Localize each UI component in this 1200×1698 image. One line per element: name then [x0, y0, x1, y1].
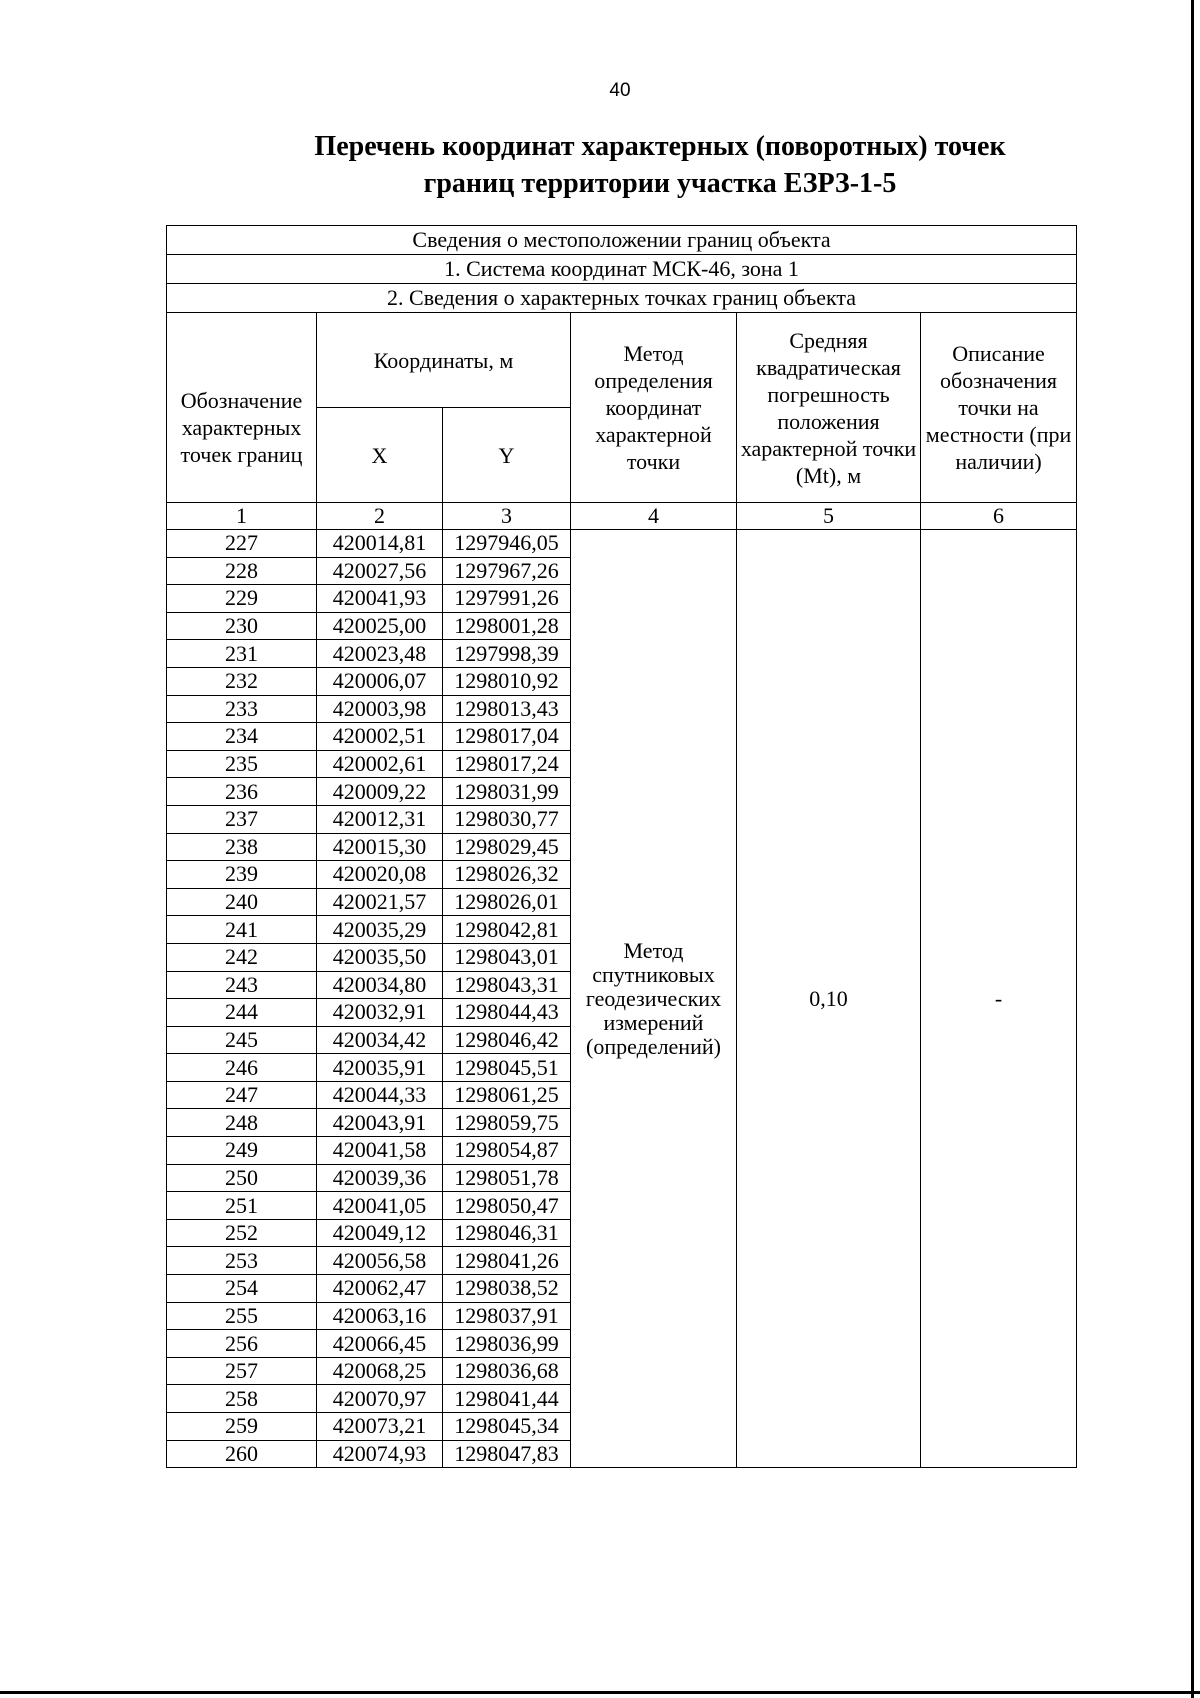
scan-edge-right — [1191, 0, 1194, 1698]
point-cell: 235 — [167, 750, 317, 778]
x-cell: 420014,81 — [317, 530, 443, 558]
y-cell: 1298041,26 — [443, 1247, 571, 1275]
point-cell: 257 — [167, 1357, 317, 1385]
x-cell: 420044,33 — [317, 1081, 443, 1109]
table-row — [167, 530, 1077, 558]
y-cell: 1298043,01 — [443, 943, 571, 971]
x-cell: 420012,31 — [317, 805, 443, 833]
x-cell: 420021,57 — [317, 888, 443, 916]
header-designation: Обозначение характерных точек границ — [167, 313, 317, 503]
point-cell: 243 — [167, 971, 317, 999]
header-coordinates: Координаты, м — [317, 313, 571, 408]
y-cell: 1298038,52 — [443, 1275, 571, 1303]
y-cell: 1298051,78 — [443, 1164, 571, 1192]
y-cell: 1297967,26 — [443, 557, 571, 585]
section-title: Сведения о местоположении границ объекта — [167, 226, 1077, 255]
y-cell: 1298026,32 — [443, 861, 571, 889]
method-cell: Метод спутниковых геодезических измерений (определений) — [571, 530, 737, 1468]
point-cell: 229 — [167, 585, 317, 613]
y-cell: 1298036,68 — [443, 1357, 571, 1385]
y-cell: 1298045,51 — [443, 1054, 571, 1082]
point-cell: 259 — [167, 1413, 317, 1441]
document-title — [230, 128, 1090, 202]
x-cell: 420034,80 — [317, 971, 443, 999]
point-cell: 252 — [167, 1219, 317, 1247]
column-number: 3 — [443, 503, 571, 530]
point-cell: 232 — [167, 667, 317, 695]
point-cell: 245 — [167, 1026, 317, 1054]
coord-system: 1. Система координат МСК-46, зона 1 — [167, 255, 1077, 284]
point-cell: 238 — [167, 833, 317, 861]
point-cell: 242 — [167, 943, 317, 971]
point-cell: 258 — [167, 1385, 317, 1413]
point-cell: 228 — [167, 557, 317, 585]
point-cell: 247 — [167, 1081, 317, 1109]
y-cell: 1298026,01 — [443, 888, 571, 916]
point-cell: 250 — [167, 1164, 317, 1192]
y-cell: 1298030,77 — [443, 805, 571, 833]
y-cell: 1297946,05 — [443, 530, 571, 558]
point-cell: 240 — [167, 888, 317, 916]
x-cell: 420020,08 — [317, 861, 443, 889]
y-cell: 1297998,39 — [443, 640, 571, 668]
y-cell: 1298047,83 — [443, 1440, 571, 1468]
point-cell: 253 — [167, 1247, 317, 1275]
y-cell: 1298050,47 — [443, 1192, 571, 1220]
column-number: 1 — [167, 503, 317, 530]
x-cell: 420002,51 — [317, 723, 443, 751]
y-cell: 1298010,92 — [443, 667, 571, 695]
y-cell: 1297991,26 — [443, 585, 571, 613]
point-cell: 251 — [167, 1192, 317, 1220]
x-cell: 420035,91 — [317, 1054, 443, 1082]
y-cell: 1298031,99 — [443, 778, 571, 806]
y-cell: 1298001,28 — [443, 612, 571, 640]
y-cell: 1298046,42 — [443, 1026, 571, 1054]
point-cell: 239 — [167, 861, 317, 889]
x-cell: 420034,42 — [317, 1026, 443, 1054]
point-cell: 234 — [167, 723, 317, 751]
points-info: 2. Сведения о характерных точках границ объекта — [167, 284, 1077, 313]
y-cell: 1298036,99 — [443, 1330, 571, 1358]
column-number: 2 — [317, 503, 443, 530]
x-cell: 420068,25 — [317, 1357, 443, 1385]
point-cell: 233 — [167, 695, 317, 723]
x-cell: 420025,00 — [317, 612, 443, 640]
x-cell: 420063,16 — [317, 1302, 443, 1330]
scan-edge-bottom — [0, 1691, 1200, 1694]
y-cell: 1298042,81 — [443, 916, 571, 944]
x-cell: 420003,98 — [317, 695, 443, 723]
point-cell: 246 — [167, 1054, 317, 1082]
point-cell: 260 — [167, 1440, 317, 1468]
column-number: 6 — [921, 503, 1077, 530]
x-cell: 420006,07 — [317, 667, 443, 695]
point-cell: 230 — [167, 612, 317, 640]
x-cell: 420035,50 — [317, 943, 443, 971]
x-cell: 420032,91 — [317, 999, 443, 1027]
coordinates-table — [166, 225, 1077, 1468]
x-cell: 420066,45 — [317, 1330, 443, 1358]
x-cell: 420062,47 — [317, 1275, 443, 1303]
y-cell: 1298045,34 — [443, 1413, 571, 1441]
point-cell: 248 — [167, 1109, 317, 1137]
x-cell: 420023,48 — [317, 640, 443, 668]
column-number: 5 — [737, 503, 921, 530]
x-cell: 420074,93 — [317, 1440, 443, 1468]
x-cell: 420043,91 — [317, 1109, 443, 1137]
column-numbers-row — [167, 503, 1077, 530]
error-cell: 0,10 — [737, 530, 921, 1468]
y-cell: 1298059,75 — [443, 1109, 571, 1137]
point-cell: 241 — [167, 916, 317, 944]
y-cell: 1298043,31 — [443, 971, 571, 999]
page-number: 40 — [609, 80, 631, 101]
x-cell: 420027,56 — [317, 557, 443, 585]
point-cell: 237 — [167, 805, 317, 833]
x-cell: 420041,05 — [317, 1192, 443, 1220]
y-cell: 1298017,04 — [443, 723, 571, 751]
column-number: 4 — [571, 503, 737, 530]
x-cell: 420041,93 — [317, 585, 443, 613]
point-cell: 236 — [167, 778, 317, 806]
point-cell: 227 — [167, 530, 317, 558]
x-cell: 420035,29 — [317, 916, 443, 944]
x-cell: 420070,97 — [317, 1385, 443, 1413]
y-cell: 1298054,87 — [443, 1137, 571, 1165]
x-cell: 420056,58 — [317, 1247, 443, 1275]
y-cell: 1298041,44 — [443, 1385, 571, 1413]
y-cell: 1298044,43 — [443, 999, 571, 1027]
header-x: X — [317, 408, 443, 503]
title-line-2: границ территории участка ЕЗРЗ-1-5 — [423, 168, 897, 199]
header-y: Y — [443, 408, 571, 503]
point-cell: 256 — [167, 1330, 317, 1358]
x-cell: 420009,22 — [317, 778, 443, 806]
x-cell: 420041,58 — [317, 1137, 443, 1165]
x-cell: 420039,36 — [317, 1164, 443, 1192]
y-cell: 1298013,43 — [443, 695, 571, 723]
header-method: Метод определения координат характерной точки — [571, 313, 737, 503]
point-cell: 254 — [167, 1275, 317, 1303]
header-error: Средняя квадратическая погрешность положения характерной точки (Mt), м — [737, 313, 921, 503]
y-cell: 1298037,91 — [443, 1302, 571, 1330]
point-cell: 231 — [167, 640, 317, 668]
header-description: Описание обозначения точки на местности (при наличии) — [921, 313, 1077, 503]
y-cell: 1298029,45 — [443, 833, 571, 861]
x-cell: 420073,21 — [317, 1413, 443, 1441]
y-cell: 1298017,24 — [443, 750, 571, 778]
x-cell: 420002,61 — [317, 750, 443, 778]
point-cell: 244 — [167, 999, 317, 1027]
x-cell: 420015,30 — [317, 833, 443, 861]
y-cell: 1298046,31 — [443, 1219, 571, 1247]
x-cell: 420049,12 — [317, 1219, 443, 1247]
title-line-1: Перечень координат характерных (поворотных) точек — [314, 131, 1006, 162]
description-cell: - — [921, 530, 1077, 1468]
point-cell: 249 — [167, 1137, 317, 1165]
y-cell: 1298061,25 — [443, 1081, 571, 1109]
point-cell: 255 — [167, 1302, 317, 1330]
